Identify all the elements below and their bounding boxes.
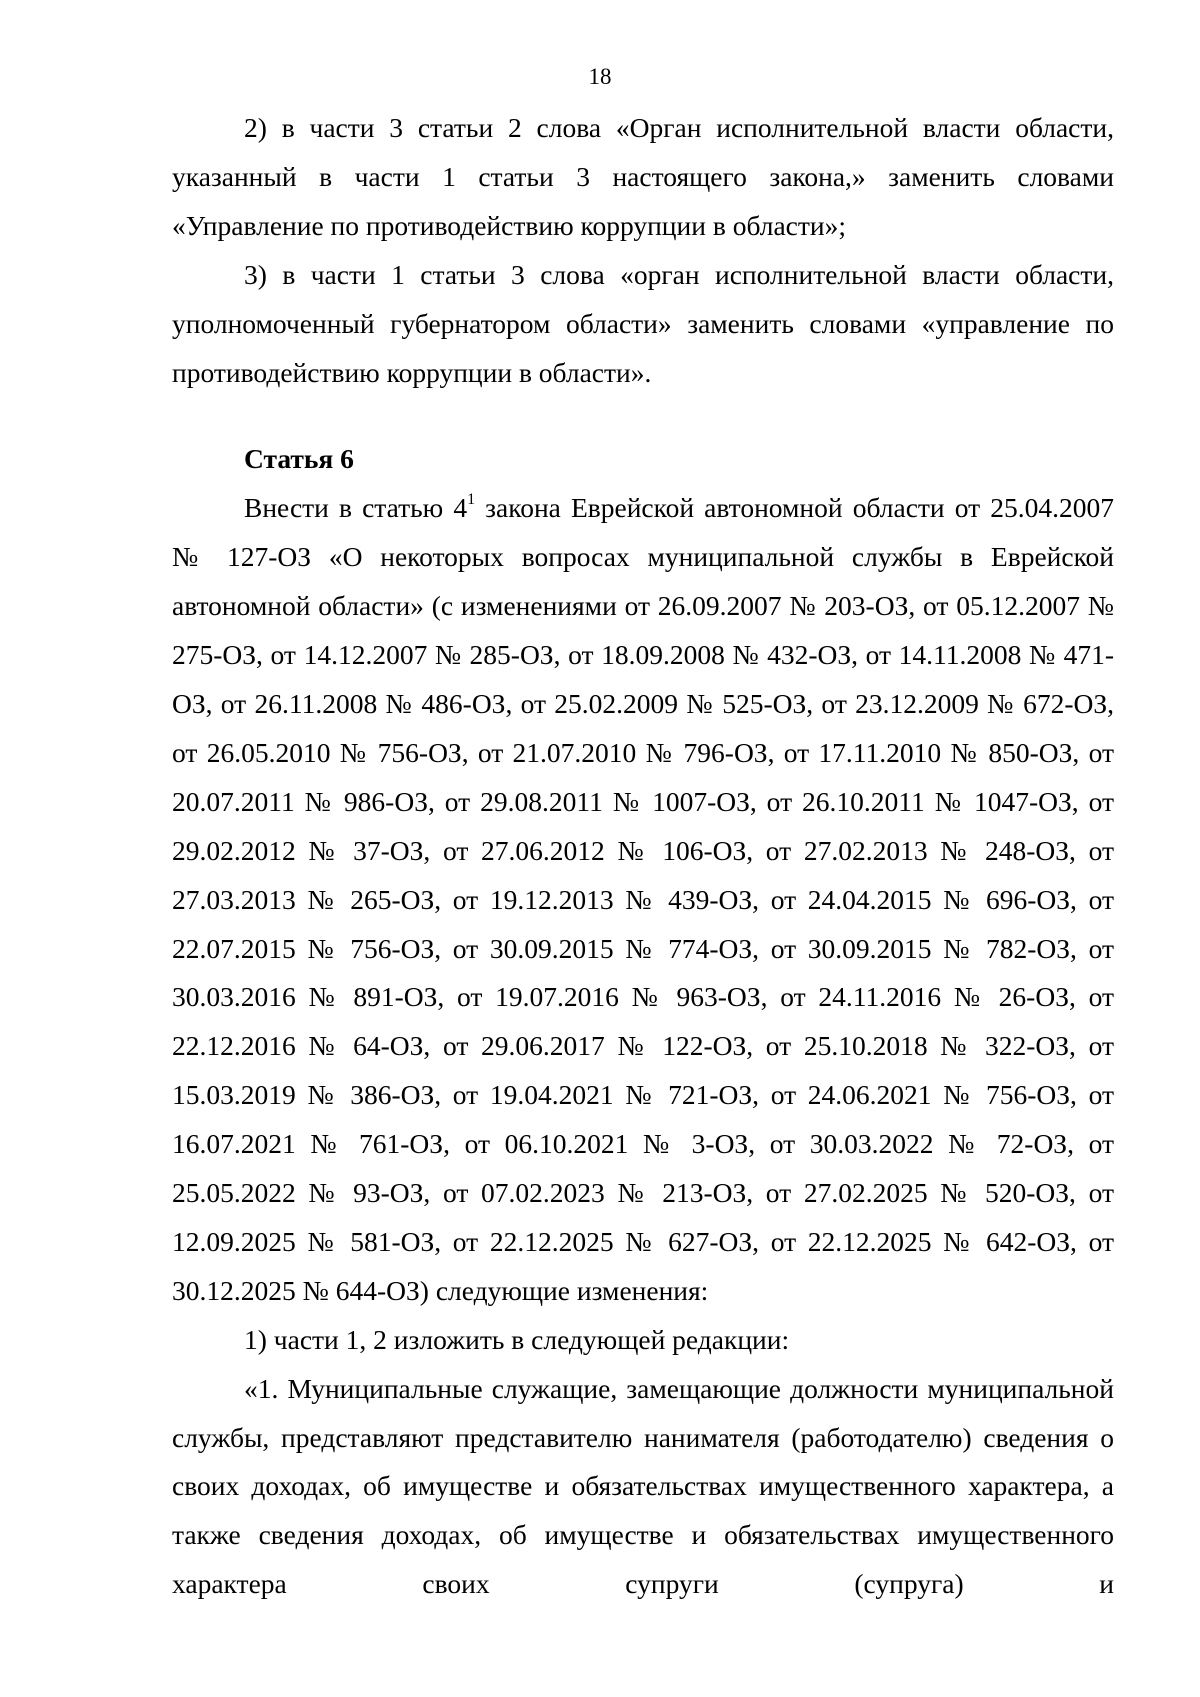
page-number: 18 — [588, 64, 612, 89]
paragraph-amendment-intro — [172, 484, 1114, 1315]
paragraph-quoted-part-1: «1. Муниципальные служащие, замещающие должности муниципальной службы, представляют представителю нанимателя (работодателю) сведения о своих доходах, об имуществе и обязательствах имущественного характера, а также сведения доходах, об имуществе и обязательствах имущественного характера своих супруги (супруга) и — [172, 1372, 1114, 1600]
article-superscript: 1 — [467, 491, 476, 509]
document-body — [172, 104, 1114, 1609]
amendment-intro-start: Внести в статью 4 — [244, 492, 468, 524]
paragraph-change-1: 1) части 1, 2 изложить в следующей редакции: — [244, 1323, 790, 1355]
amendment-intro-rest: закона Еврейской автономной области от 25.04.2007 № 127-ОЗ «О некоторых вопросах муниципальной службы в Еврейской автономной области» (с изменениями от 26.09.2007 № 203-ОЗ, от 05.12.2007 № 275-ОЗ, от 14.12.2007 № 285-ОЗ, от 18.09.2008 № 432-ОЗ, от 14.11.2008 № 471-ОЗ, от 26.11.2008 № 486-ОЗ, от 25.02.2009 № 525-ОЗ, от 23.12.2009 № 672-ОЗ, от 26.05.2010 № 756-ОЗ, от 21.07.2010 № 796-ОЗ, от 17.11.2010 № 850-ОЗ, от 20.07.2011 № 986-ОЗ, от 29.08.2011 № 1007-ОЗ, от 26.10.2011 № 1047-ОЗ, от 29.02.2012 № 37-ОЗ, от 27.06.2012 № 106-ОЗ, от 27.02.2013 № 248-ОЗ, от 27.03.2013 № 265-ОЗ, от 19.12.2013 № 439-ОЗ, от 24.04.2015 № 696-ОЗ, от 22.07.2015 № 756-ОЗ, от 30.09.2015 № 774-ОЗ, от 30.09.2015 № 782-ОЗ, от 30.03.2016 № 891-ОЗ, от 19.07.2016 № 963-ОЗ, от 24.11.2016 № 26-ОЗ, от 22.12.2016 № 64-ОЗ, от 29.06.2017 № 122-ОЗ, от 25.10.2018 № 322-ОЗ, от 15.03.2019 № 386-ОЗ, от 19.04.2021 № 721-ОЗ, от 24.06.2021 № 756-ОЗ, от 16.07.2021 № 761-ОЗ, от 06.10.2021 № 3-ОЗ, от 30.03.2022 № 72-ОЗ, от 25.05.2022 № 93-ОЗ, от 07.02.2023 № 213-ОЗ, от 27.02.2025 № 520-ОЗ, от 12.09.2025 № 581-ОЗ, от 22.12.2025 № 627-ОЗ, от 22.12.2025 № 642-ОЗ, от 30.12.2025 № 644-ОЗ) следующие изменения: — [172, 492, 1114, 1306]
paragraph-item-2: 2) в части 3 статьи 2 слова «Орган исполнительной власти области, указанный в части 1 статьи 3 настоящего закона,» заменить словами «Управление по противодействию коррупции в области»; — [172, 112, 1114, 241]
paragraph-item-3: 3) в части 1 статьи 3 слова «орган исполнительной власти области, уполномоченный губернатором области» заменить словами «управление по противодействию коррупции в области». — [172, 258, 1114, 388]
article-heading: Статья 6 — [244, 443, 354, 475]
